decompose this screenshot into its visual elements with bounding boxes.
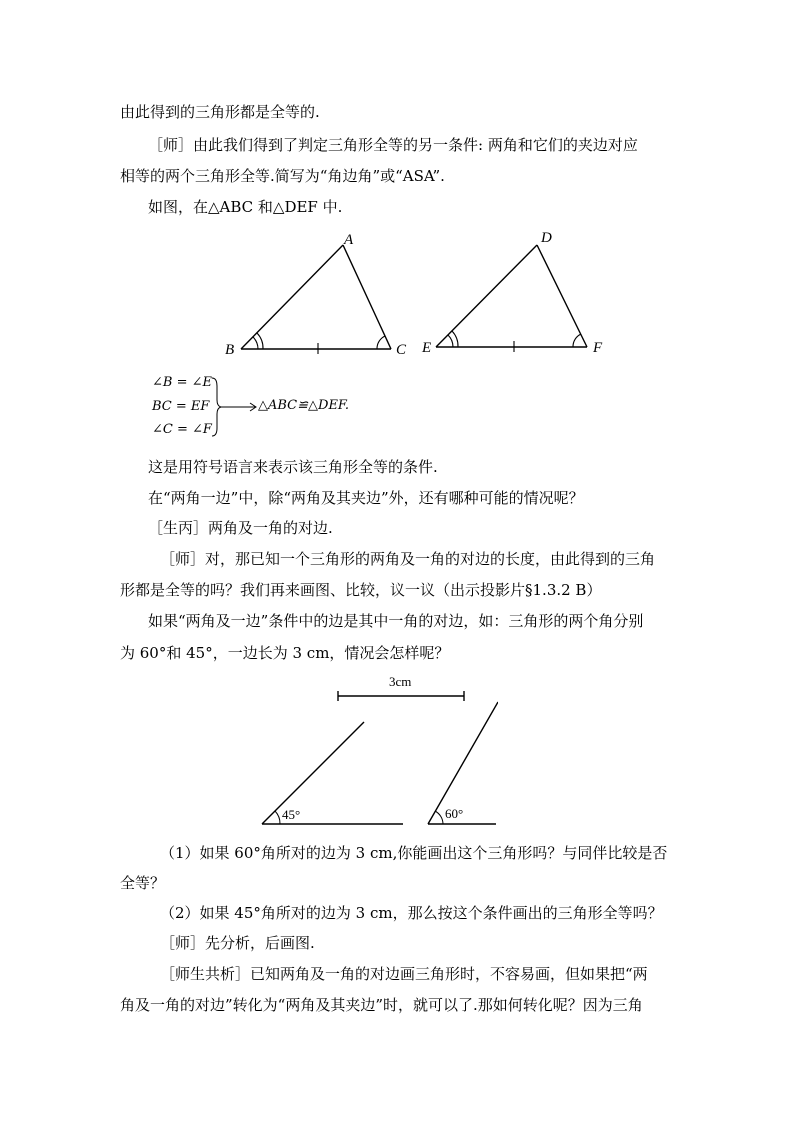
paragraph: 为 60°和 45°，一边长为 3 cm，情况会怎样呢？ <box>120 644 450 662</box>
vertex-label-d: D <box>541 230 552 246</box>
paragraph: 角及一角的对边”转化为“两角及其夹边”时，就可以了.那如何转化呢？因为三角 <box>120 996 643 1014</box>
paragraph: （2）如果 45°角所对的边为 3 cm，那么按这个条件画出的三角形全等吗？ <box>160 904 663 922</box>
paragraph: ［师］由此我们得到了判定三角形全等的另一条件: 两角和它们的夹边对应 <box>148 136 638 154</box>
paragraph: ［师生共析］已知两角及一角的对边画三角形时，不容易画，但如果把“两 <box>160 965 648 983</box>
proof-block <box>152 374 452 440</box>
proof-line: ∠C = ∠F <box>152 422 212 437</box>
vertex-label-b: B <box>225 342 235 358</box>
side-df <box>537 245 587 347</box>
side-ac <box>343 245 391 349</box>
paragraph: 如图，在△ABC 和△DEF 中. <box>148 198 343 216</box>
proof-conclusion: △ABC≌△DEF. <box>258 398 350 413</box>
paragraph: 在“两角一边”中，除“两角及其夹边”外，还有哪种可能的情况呢？ <box>148 489 584 507</box>
proof-line: BC = EF <box>152 399 210 414</box>
paragraph: ［生丙］两角及一角的对边. <box>148 519 333 537</box>
angle-45-label: 45° <box>282 807 301 822</box>
angle-45-arc <box>275 811 280 824</box>
angle-f-arc <box>573 334 581 347</box>
angle-60-label: 60° <box>445 806 464 821</box>
side-ab <box>241 245 343 349</box>
angle-b-arc <box>253 337 258 349</box>
vertex-label-a: A <box>344 232 354 248</box>
paragraph: 这是用符号语言来表示该三角形全等的条件. <box>148 458 438 476</box>
paragraph: 如果“两角及一边”条件中的边是其中一角的对边，如：三角形的两个角分别 <box>148 612 644 630</box>
paragraph: 相等的两个三角形全等.简写为“角边角”或“ASA”. <box>120 167 445 185</box>
angle-60-arc <box>435 811 443 824</box>
paragraph: 全等？ <box>120 874 166 892</box>
paragraph: （1）如果 60°角所对的边为 3 cm,你能画出这个三角形吗？与同伴比较是否 <box>160 844 668 862</box>
angle-c-arc <box>377 336 385 349</box>
brace-arrow <box>210 374 260 440</box>
vertex-label-e: E <box>422 340 432 356</box>
angle-e-arc <box>448 335 453 347</box>
congruent-triangles-figure <box>220 228 620 358</box>
paragraph: ［师］对，那已知一个三角形的两角及一角的对边的长度，由此得到的三角 <box>160 550 656 568</box>
segment-label: 3cm <box>389 674 412 689</box>
angle-45-ray <box>262 722 364 824</box>
angle-construction-figure <box>258 672 498 832</box>
vertex-label-f: F <box>593 340 603 356</box>
proof-line: ∠B = ∠E <box>152 375 212 390</box>
paragraph: 形都是全等的吗？我们再来画图、比较，议一议（出示投影片§1.3.2 B） <box>120 581 602 599</box>
paragraph: ［师］先分析，后画图. <box>160 934 315 952</box>
paragraph: 由此得到的三角形都是全等的. <box>120 103 320 121</box>
vertex-label-c: C <box>396 342 407 358</box>
side-de <box>436 245 537 347</box>
